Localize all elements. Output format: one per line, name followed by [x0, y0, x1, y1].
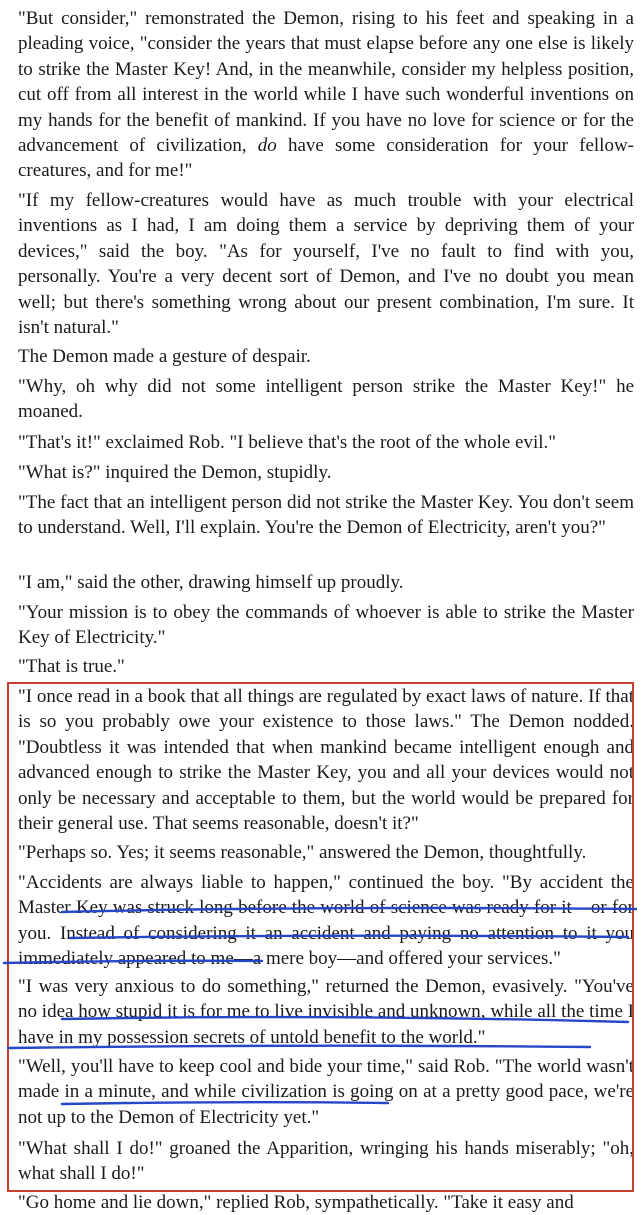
paragraph-11: "I once read in a book that all things are regulated by exact laws of nature. If that is so you probably owe your existence to those laws." The Demon nodded. "Doubtless it was intended that when mankind became intelligent enough and advanced enough to strike the Master Key, you and all your devices would not only be necessary and acceptable to them, but the world would be prepared for their general use. That seems reasonable, doesn't it?"	[18, 686, 634, 835]
paragraph-3: The Demon made a gesture of despair.	[18, 346, 311, 367]
paragraph-10: "That is true."	[18, 656, 125, 677]
paragraph-16: "What shall I do!" groaned the Apparition, wringing his hands miserably; "oh, what shall I do!"	[18, 1138, 634, 1185]
underline-stroke-4	[62, 1017, 628, 1022]
paragraph-4: "Why, oh why did not some intelligent person strike the Master Key!" he moaned.	[18, 376, 634, 423]
paragraph-5: "That's it!" exclaimed Rob. "I believe that's the root of the whole evil."	[18, 432, 557, 453]
paragraph-1-emphasis: do	[257, 135, 277, 157]
underline-stroke-3	[4, 961, 262, 963]
paragraph-6: "What is?" inquired the Demon, stupidly.	[18, 462, 332, 483]
paragraph-1-text-end: have some consideration for your fellow-creatures, and for me!"	[18, 135, 634, 182]
paragraph-2: "If my fellow-creatures would have as much trouble with your electrical inventions as I had, I am doing them a service by depriving them of your devices," said the boy. "As for yourself, I've no fault to find with you, personally. You're a very decent sort of Demon, and I've no doubt you mean well; but there's something wrong about our present combination, I'm sure. It isn't natural."	[18, 190, 634, 339]
underline-stroke-5	[8, 1046, 590, 1048]
paragraph-9: "Your mission is to obey the commands of whoever is able to strike the Master Key of Electricity."	[18, 602, 634, 649]
paragraph-7: "The fact that an intelligent person did not strike the Master Key. You don't seem to understand. Well, I'll explain. You're the Demon of Electricity, aren't you?"	[18, 492, 634, 539]
paragraph-1-text: "But consider," remonstrated the Demon, rising to his feet and speaking in a pleading voice, "consider the years that must elapse before any one else is likely to strike the Master Key! And, in the meanwhile, consider my helpless position, cut off from all interest in the world while I have such wonderful inventions on my hands for the benefit of mankind. If you have no love for science or for the advancement of civilization,	[18, 8, 634, 157]
paragraph-12: "Perhaps so. Yes; it seems reasonable," answered the Demon, thoughtfully.	[18, 842, 587, 863]
paragraph-14: "I was very anxious to do something," returned the Demon, evasively. "You've no idea how stupid it is for me to live invisible and unknown, while all the time I have in my possession secrets of untold benefit to the world."	[18, 976, 634, 1048]
underline-stroke-2	[70, 936, 628, 938]
paragraph-8: "I am," said the other, drawing himself up proudly.	[18, 572, 404, 593]
underline-stroke-1	[62, 908, 636, 912]
paragraph-13: "Accidents are always liable to happen," continued the boy. "By accident the Master Key was struck long before the world of science was ready for it—or for you. Instead of considering it an accident and paying no attention to it you immediately appeared to me—a mere boy—and offered your services."	[18, 872, 634, 970]
paragraph-15: "Well, you'll have to keep cool and bide your time," said Rob. "The world wasn't made in a minute, and while civilization is going on at a pretty good pace, we're not up to the Demon of Electricity yet."	[18, 1056, 634, 1128]
underline-stroke-6	[62, 1102, 388, 1104]
paragraph-17: "Go home and lie down," replied Rob, sympathetically. "Take it easy and	[18, 1192, 574, 1213]
